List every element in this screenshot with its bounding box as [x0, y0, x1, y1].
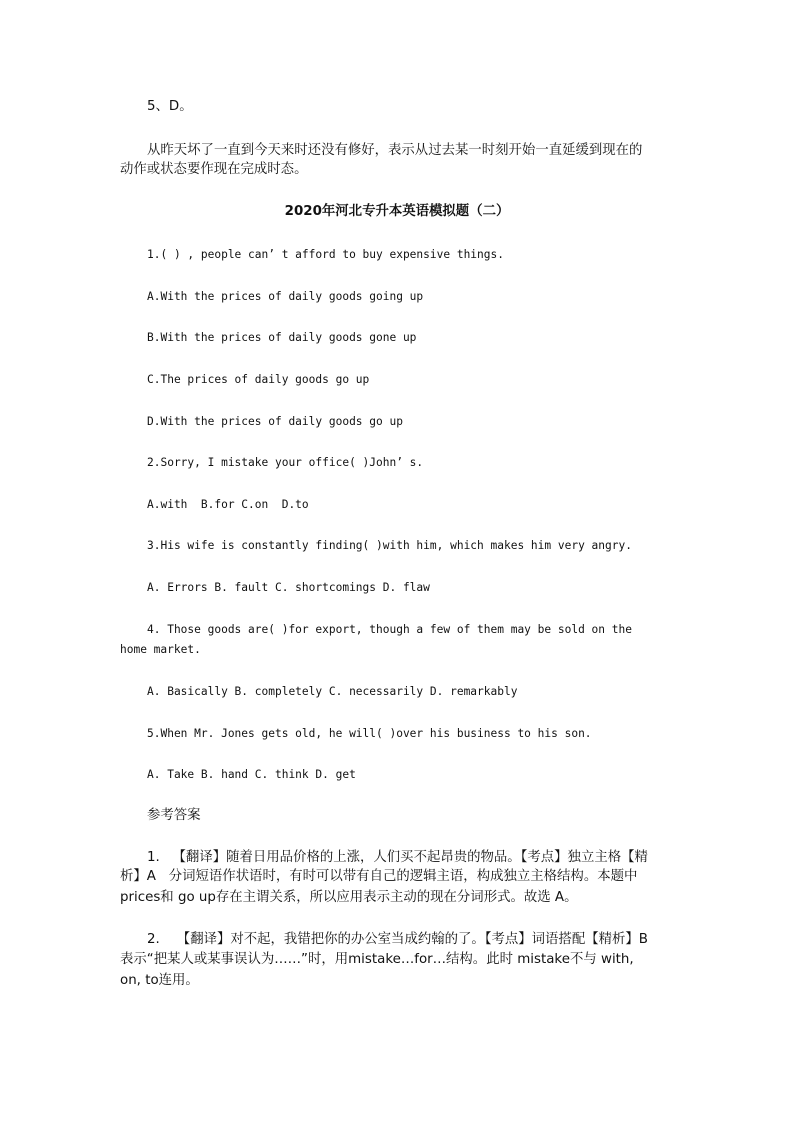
page-title: 2020年河北专升本英语模拟题（二）	[284, 204, 510, 219]
previous-explanation-line-2: 动作或状态要作现在完成时态。	[120, 162, 308, 177]
question-1-option-a: A.With the prices of daily goods going up	[147, 290, 424, 303]
question-1-stem: 1.( ) , people can’ t afford to buy expensive things.	[147, 248, 504, 261]
answer-1-line-3: prices和 go up存在主谓关系，所以应用表示主动的现在分词形式。故选 A。	[120, 890, 578, 905]
previous-answer-5: 5、D。	[147, 99, 193, 114]
answer-2-line-1: 2. 【翻译】对不起，我错把你的办公室当成约翰的了。【考点】词语搭配【精析】B	[147, 932, 648, 947]
previous-explanation-line-1: 从昨天坏了一直到今天来时还没有修好，表示从过去某一时刻开始一直延缓到现在的	[147, 143, 643, 158]
question-2-options: A.with B.for C.on D.to	[147, 498, 309, 511]
question-3-stem: 3.His wife is constantly finding( )with him, which makes him very angry.	[147, 539, 632, 552]
question-1-option-b: B.With the prices of daily goods gone up	[147, 331, 417, 344]
answer-2-line-3: on, to连用。	[120, 973, 199, 988]
question-1-option-d: D.With the prices of daily goods go up	[147, 415, 403, 428]
question-2-stem: 2.Sorry, I mistake your office( )John’ s.	[147, 456, 424, 469]
question-1-option-c: C.The prices of daily goods go up	[147, 373, 370, 386]
answer-1-line-1: 1. 【翻译】随着日用品价格的上涨，人们买不起昂贵的物品。【考点】独立主格【精	[147, 850, 648, 865]
question-4-stem-line-2: home market.	[120, 643, 201, 656]
answer-1-line-2: 析】A 分词短语作状语时，有时可以带有自己的逻辑主语，构成独立主格结构。本题中	[120, 869, 638, 884]
question-4-options: A. Basically B. completely C. necessarily D. remarkably	[147, 685, 518, 698]
question-3-options: A. Errors B. fault C. shortcomings D. flaw	[147, 581, 430, 594]
question-4-stem-line-1: 4. Those goods are( )for export, though a few of them may be sold on the	[147, 623, 632, 636]
question-5-options: A. Take B. hand C. think D. get	[147, 768, 356, 781]
question-5-stem: 5.When Mr. Jones gets old, he will( )over his business to his son.	[147, 727, 592, 740]
answers-heading: 参考答案	[147, 808, 201, 823]
answer-2-line-2: 表示“把某人或某事误认为……”时，用mistake…for…结构。此时 mistake不与 with,	[120, 952, 634, 967]
